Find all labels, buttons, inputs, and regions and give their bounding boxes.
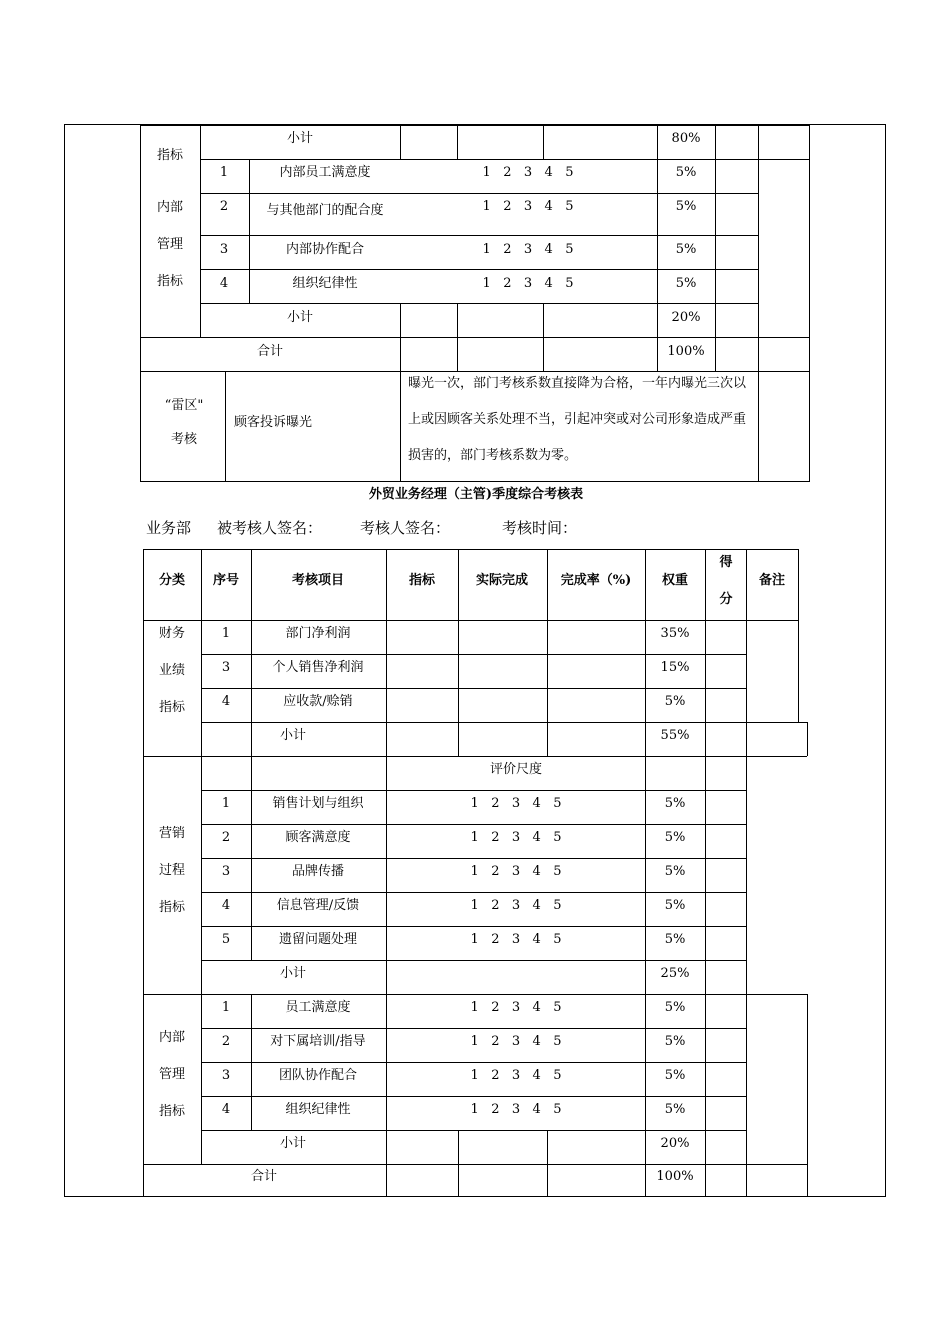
row-weight: 5%	[675, 276, 697, 291]
row-no: 1	[221, 626, 231, 641]
row-weight: 5%	[664, 1102, 686, 1117]
row-scale: 1 2 3 4 5	[470, 1000, 562, 1015]
header-score-line1: 得	[719, 555, 733, 570]
top-total-weight: 100%	[667, 344, 705, 359]
row-item: 组织纪律性	[285, 1102, 351, 1117]
row-item: 遗留问题处理	[278, 932, 358, 947]
row-item: 部门净利润	[285, 626, 351, 641]
row-weight: 35%	[660, 626, 690, 641]
internal2-category-line2: 管理	[158, 1067, 186, 1082]
row-item: 信息管理/反馈	[276, 898, 360, 913]
examinee-signature-label: 被考核人签名：	[217, 519, 323, 537]
leiqu-category-line2: 考核	[170, 432, 198, 447]
row-weight: 5%	[675, 199, 697, 214]
row-item: 顾客满意度	[285, 830, 351, 845]
header-remark: 备注	[758, 573, 786, 588]
fin-subtotal-label: 小计	[286, 131, 314, 146]
header-item: 考核项目	[291, 573, 345, 588]
row-scale: 1 2 3 4 5	[470, 796, 562, 811]
row-weight: 5%	[664, 694, 686, 709]
row-item: 团队协作配合	[278, 1068, 358, 1083]
finance-category-line2: 业绩	[158, 663, 186, 678]
header-no: 序号	[212, 573, 240, 588]
row-weight: 5%	[675, 242, 697, 257]
row-weight: 5%	[675, 165, 697, 180]
fin-subtotal-weight: 80%	[671, 131, 701, 146]
scale-header: 评价尺度	[489, 762, 543, 777]
row-no: 3	[221, 864, 231, 879]
internal-category-line1: 内部	[156, 200, 184, 215]
row-item: 品牌传播	[291, 864, 345, 879]
row-weight: 5%	[664, 830, 686, 845]
internal-subtotal-weight: 20%	[671, 310, 701, 325]
row-no: 2	[221, 1034, 231, 1049]
row-no: 3	[221, 1068, 231, 1083]
row-item: 个人销售净利润	[272, 660, 364, 675]
row-no: 1	[221, 1000, 231, 1015]
row-weight: 5%	[664, 1068, 686, 1083]
top-total-label: 合计	[256, 344, 284, 359]
row-scale: 1 2 3 4 5	[482, 242, 574, 257]
marketing-category-line1: 营销	[158, 826, 186, 841]
header-category: 分类	[158, 573, 186, 588]
grand-total-label: 合计	[250, 1169, 278, 1184]
row-no: 3	[219, 242, 229, 257]
finance-category-line3: 指标	[158, 700, 186, 715]
second-table-title: 外贸业务经理（主管)季度综合考核表	[368, 487, 584, 502]
exam-time-label: 考核时间：	[502, 519, 578, 537]
row-weight: 5%	[664, 1000, 686, 1015]
internal2-subtotal-label: 小计	[279, 1136, 307, 1151]
row-item: 内部员工满意度	[279, 165, 371, 180]
internal2-category-line3: 指标	[158, 1104, 186, 1119]
header-indicator: 指标	[408, 573, 436, 588]
row-weight: 5%	[664, 796, 686, 811]
marketing-category-line2: 过程	[158, 863, 186, 878]
row-item: 与其他部门的配合度	[266, 203, 384, 218]
row-item: 员工满意度	[285, 1000, 351, 1015]
row-scale: 1 2 3 4 5	[470, 864, 562, 879]
internal-category-line2: 管理	[156, 237, 184, 252]
row-item: 组织纪律性	[292, 276, 358, 291]
row-weight: 5%	[664, 898, 686, 913]
header-rate: 完成率（%)	[560, 573, 632, 588]
row-scale: 1 2 3 4 5	[482, 276, 574, 291]
row-scale: 1 2 3 4 5	[470, 830, 562, 845]
finance-subtotal-weight: 55%	[660, 728, 690, 743]
header-score-line2: 分	[719, 592, 733, 607]
row-scale: 1 2 3 4 5	[482, 165, 574, 180]
row-scale: 1 2 3 4 5	[470, 932, 562, 947]
row-no: 2	[221, 830, 231, 845]
examiner-signature-label: 考核人签名：	[360, 519, 451, 537]
row-no: 1	[221, 796, 231, 811]
row-no: 2	[219, 199, 229, 214]
dept-label: 业务部	[146, 519, 192, 537]
row-no: 4	[221, 1102, 231, 1117]
row-scale: 1 2 3 4 5	[470, 898, 562, 913]
leiqu-category-line1: “雷区"	[164, 398, 204, 413]
fin-category-tail: 指标	[156, 148, 184, 163]
header-weight: 权重	[661, 573, 689, 588]
marketing-subtotal-label: 小计	[279, 966, 307, 981]
internal-category-line3: 指标	[156, 274, 184, 289]
internal-subtotal-label: 小计	[286, 310, 314, 325]
finance-subtotal-label: 小计	[279, 728, 307, 743]
row-no: 5	[221, 932, 231, 947]
finance-category-line1: 财务	[158, 626, 186, 641]
marketing-category-line3: 指标	[158, 900, 186, 915]
row-scale: 1 2 3 4 5	[482, 199, 574, 214]
internal2-subtotal-weight: 20%	[660, 1136, 690, 1151]
row-weight: 5%	[664, 864, 686, 879]
row-no: 4	[221, 694, 231, 709]
marketing-subtotal-weight: 25%	[660, 966, 690, 981]
internal2-category-line1: 内部	[158, 1030, 186, 1045]
grand-total-weight: 100%	[656, 1169, 694, 1184]
row-no: 3	[221, 660, 231, 675]
row-item: 应收款/赊销	[283, 694, 353, 709]
row-weight: 5%	[664, 932, 686, 947]
row-scale: 1 2 3 4 5	[470, 1068, 562, 1083]
row-item: 内部协作配合	[285, 242, 365, 257]
row-scale: 1 2 3 4 5	[470, 1102, 562, 1117]
row-item: 对下属培训/指导	[270, 1034, 366, 1049]
leiqu-item: 顾客投诉曝光	[234, 415, 313, 430]
row-scale: 1 2 3 4 5	[470, 1034, 562, 1049]
leiqu-description: 曝光一次，部门考核系数直接降为合格，一年内曝光三次以上或因顾客关系处理不当，引起冲突或对公司形象造成严重损害的，部门考核系数为零。	[408, 376, 747, 463]
row-weight: 15%	[660, 660, 690, 675]
header-actual: 实际完成	[475, 573, 529, 588]
row-no: 4	[219, 276, 229, 291]
row-item: 销售计划与组织	[272, 796, 364, 811]
row-no: 1	[219, 165, 229, 180]
row-weight: 5%	[664, 1034, 686, 1049]
row-no: 4	[221, 898, 231, 913]
